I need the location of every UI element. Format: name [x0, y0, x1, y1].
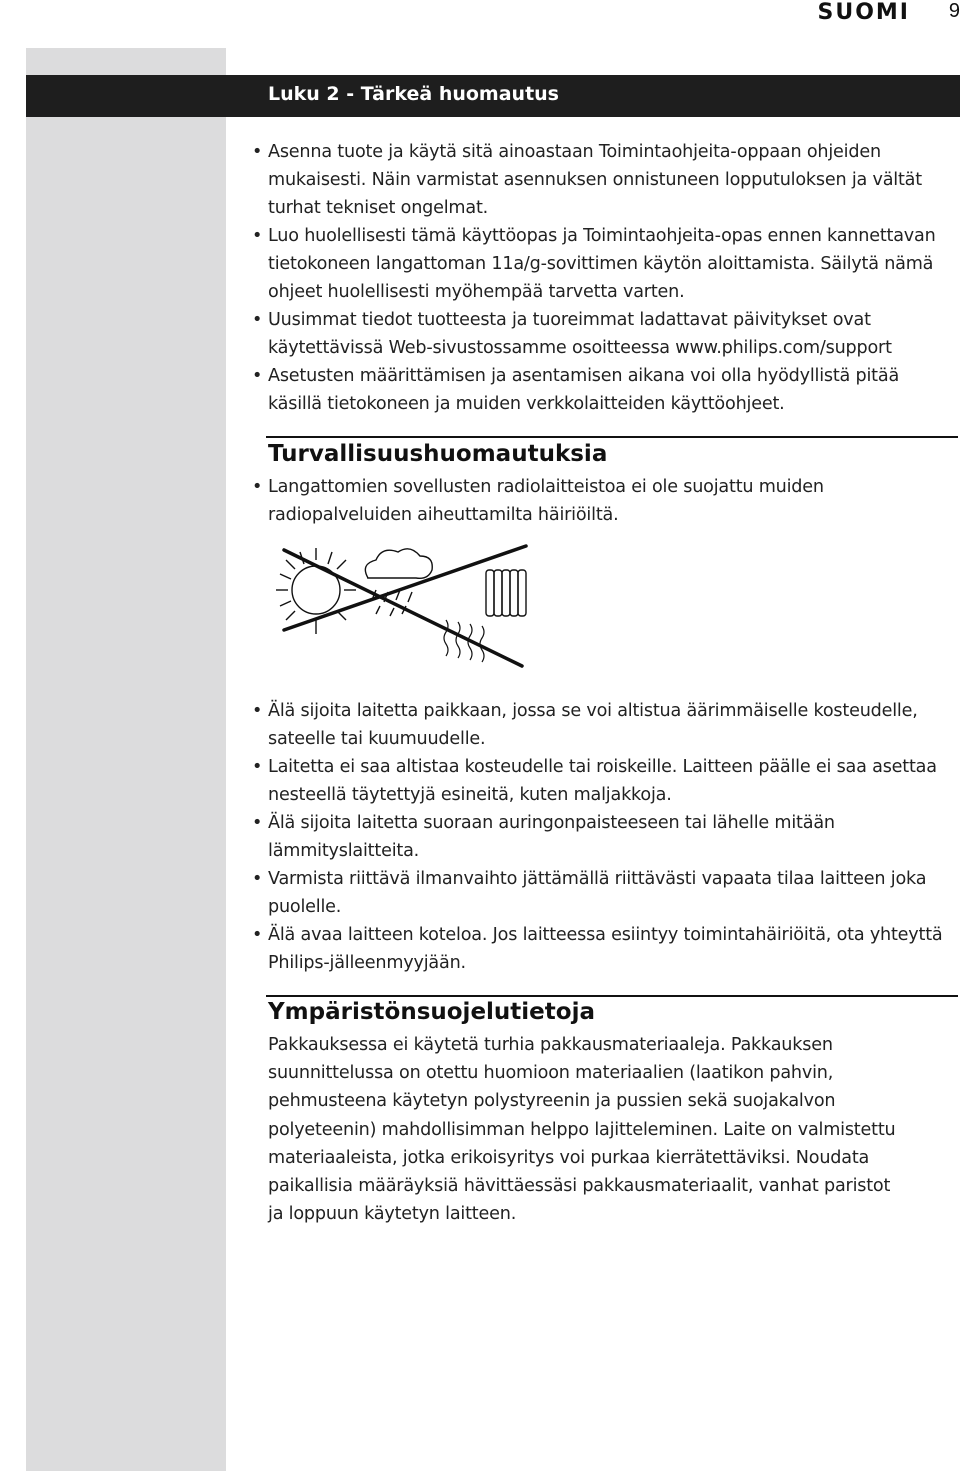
environment-paragraph: Pakkauksessa ei käytetä turhia pakkausmateriaaleja. Pakkauksen suunnittelussa on otettu huomioon materiaalien (laatikon pahvin, pehmusteena käytetyn polystyreenin ja pussien sekä suojakalvon polyeteenin) mahdollisimman helppo lajitteleminen. Laite on valmistettu materiaaleista, jotka erikoisyritys voi purkaa kierrätettäviksi. Noudata paikallisia määräyksiä hävittäessäsi pakkausmateriaalit, vanhat paristot ja loppuun käytetyn laitteen.	[268, 1035, 896, 1225]
intro-bullet-list	[252, 138, 958, 418]
section-divider	[266, 995, 958, 997]
page-number: 9	[948, 0, 960, 22]
chapter-title: Luku 2 - Tärkeä huomautus	[268, 83, 559, 105]
language-label: SUOMI	[817, 0, 910, 25]
safety-bullet-list	[252, 473, 958, 529]
safety-bullet-list-2	[252, 697, 958, 977]
hazard-illustration	[276, 540, 536, 680]
section-divider	[266, 436, 958, 438]
cross-out-icon	[284, 546, 526, 666]
page-sidebar-band	[26, 48, 226, 1471]
list-item: • Älä avaa laitteen koteloa. Jos laitteessa esiintyy toimintahäiriöitä, ota yhteyttä Philips-jälleenmyyjään.	[252, 921, 958, 977]
list-item: • Varmista riittävä ilmanvaihto jättämällä riittävästi vapaata tilaa laitteen joka puolelle.	[252, 865, 958, 921]
heat-wave-icon	[444, 620, 484, 662]
sun-icon	[276, 548, 356, 634]
list-item: • Langattomien sovellusten radiolaitteistoa ei ole suojattu muiden radiopalveluiden aiheuttamilta häiriöiltä.	[252, 473, 958, 529]
radiator-icon	[486, 570, 526, 616]
list-item: • Älä sijoita laitetta suoraan auringonpaisteeseen tai lähelle mitään lämmityslaitteita.	[252, 809, 958, 865]
list-item: • Asetusten määrittämisen ja asentamisen aikana voi olla hyödyllistä pitää käsillä tietokoneen ja muiden verkkolaitteiden käyttöohjeet.	[252, 362, 958, 418]
chapter-banner	[26, 75, 960, 117]
intro-section	[252, 138, 958, 418]
list-item: • Laitetta ei saa altistaa kosteudelle tai roiskeille. Laitteen päälle ei saa asettaa nesteellä täytettyjä esineitä, kuten maljakkoja.	[252, 753, 958, 809]
list-item: • Luo huolellisesti tämä käyttöopas ja Toimintaohjeita-opas ennen kannettavan tietokoneen langattoman 11a/g-sovittimen käytön aloittamista. Säilytä nämä ohjeet huolellisesti myöhempää tarvetta varten.	[252, 222, 958, 306]
list-item: • Älä sijoita laitetta paikkaan, jossa se voi altistua äärimmäiselle kosteudelle, sateelle tai kuumuudelle.	[252, 697, 958, 753]
list-item: • Uusimmat tiedot tuotteesta ja tuoreimmat ladattavat päivitykset ovat käytettävissä Web-sivustossamme osoitteessa www.philips.com/support	[252, 306, 958, 362]
safety-top-section	[252, 473, 958, 529]
list-item: • Asenna tuote ja käytä sitä ainoastaan Toimintaohjeita-oppaan ohjeiden mukaisesti. Näin varmistat asennuksen onnistuneen lopputuloksen ja vältät turhat tekniset ongelmat.	[252, 138, 958, 222]
safety-bottom-section	[252, 697, 958, 977]
environment-heading: Ympäristönsuojelutietoja	[268, 999, 595, 1025]
safety-heading: Turvallisuushuomautuksia	[268, 441, 608, 467]
page-header	[0, 0, 960, 30]
